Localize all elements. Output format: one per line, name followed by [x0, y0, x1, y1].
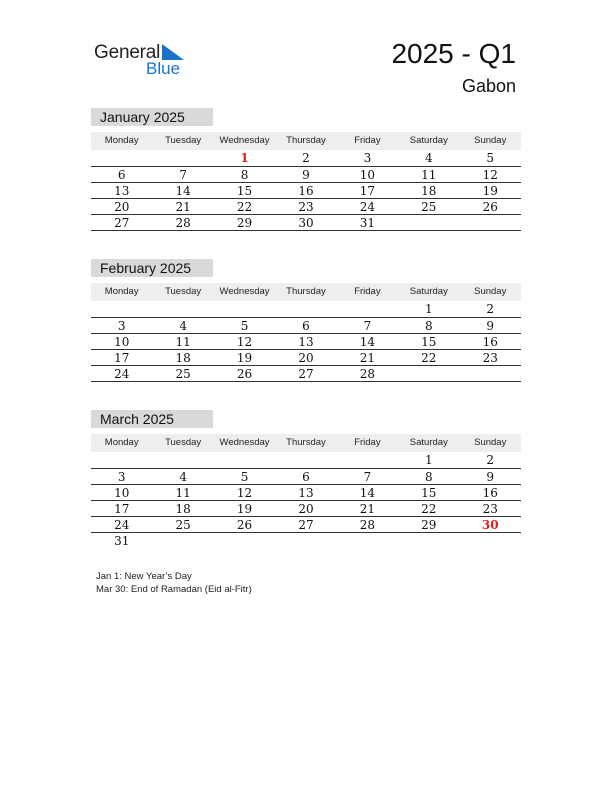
- day-cell: 16: [482, 335, 498, 349]
- day-cell: [398, 215, 459, 230]
- holiday-note: Jan 1: New Year’s Day: [96, 571, 192, 582]
- day-cell: [91, 452, 152, 468]
- day-cell: [398, 533, 459, 549]
- country-name: Gabon: [461, 76, 516, 96]
- day-cell: 8: [240, 168, 249, 182]
- day-cell: 22: [421, 351, 437, 365]
- weekday-label: Monday: [104, 286, 139, 297]
- day-cell: 7: [363, 470, 372, 484]
- day-cell: 3: [117, 319, 126, 333]
- day-cell: 24: [359, 200, 376, 214]
- day-cell: 21: [359, 502, 376, 516]
- weekday-label: Tuesday: [165, 135, 202, 146]
- weekday-label: Thursday: [286, 437, 326, 448]
- day-cell: 11: [421, 168, 437, 182]
- week-row: [91, 334, 521, 350]
- weekday-label: Thursday: [286, 286, 326, 297]
- day-cell: 26: [236, 367, 253, 381]
- day-cell: 3: [117, 470, 126, 484]
- week-row: [91, 485, 521, 501]
- day-cell: 18: [175, 502, 191, 516]
- day-cell: 30: [481, 518, 499, 532]
- day-cell: 21: [359, 351, 376, 365]
- day-cell: [214, 452, 275, 468]
- week-row: [91, 517, 521, 533]
- day-cell: 5: [486, 151, 495, 165]
- weekday-label: Tuesday: [165, 437, 202, 448]
- day-cell: 14: [359, 335, 376, 349]
- day-cell: 1: [425, 302, 433, 316]
- day-cell: 15: [421, 486, 437, 500]
- day-cell: [91, 301, 152, 317]
- weekday-label: Sunday: [474, 437, 507, 448]
- holiday-notes: [96, 570, 252, 596]
- logo-general-text: General: [94, 42, 161, 63]
- weekday-label: Friday: [354, 286, 381, 297]
- day-cell: 9: [486, 319, 495, 333]
- day-cell: 10: [114, 486, 130, 500]
- day-cell: 2: [302, 151, 310, 165]
- day-cell: [275, 301, 336, 317]
- day-cell: 16: [482, 486, 498, 500]
- day-cell: [460, 366, 521, 381]
- week-row: [91, 501, 521, 517]
- day-cell: 18: [421, 184, 437, 198]
- weekday-label: Monday: [104, 135, 139, 146]
- day-cell: 3: [363, 151, 372, 165]
- day-cell: 29: [421, 518, 437, 532]
- day-cell: 20: [298, 351, 314, 365]
- day-cell: 10: [114, 335, 130, 349]
- week-row: [91, 469, 521, 485]
- holiday-note: Mar 30: End of Ramadan (Eid al-Fitr): [96, 584, 252, 595]
- day-cell: 25: [175, 367, 191, 381]
- day-cell: 4: [425, 151, 433, 165]
- day-cell: 23: [482, 502, 498, 516]
- week-row: [91, 215, 521, 231]
- week-row: [91, 167, 521, 183]
- day-cell: 30: [298, 216, 314, 230]
- month-weeks: [91, 301, 521, 382]
- day-cell: 26: [236, 518, 253, 532]
- day-cell: 18: [175, 351, 191, 365]
- weekday-label: Wednesday: [219, 135, 270, 146]
- day-cell: 27: [298, 367, 314, 381]
- logo-triangle-icon: [162, 44, 184, 60]
- day-cell: [460, 533, 521, 549]
- weekday-label: Monday: [104, 437, 139, 448]
- day-cell: 31: [359, 216, 376, 230]
- day-cell: 20: [298, 502, 314, 516]
- day-cell: [214, 301, 275, 317]
- day-cell: 19: [236, 351, 253, 365]
- day-cell: 22: [421, 502, 437, 516]
- weekday-label: Friday: [354, 135, 381, 146]
- day-cell: 6: [302, 319, 310, 333]
- day-cell: 5: [240, 319, 249, 333]
- week-row: [91, 366, 521, 382]
- day-cell: [91, 150, 152, 166]
- day-cell: 17: [114, 351, 130, 365]
- day-cell: 26: [482, 200, 498, 214]
- day-cell: 24: [114, 518, 130, 532]
- day-cell: [460, 215, 521, 230]
- day-cell: 19: [236, 502, 253, 516]
- month-label: February 2025: [91, 259, 213, 277]
- logo: [94, 40, 194, 80]
- day-cell: 25: [421, 200, 437, 214]
- day-cell: 27: [114, 216, 130, 230]
- day-cell: 12: [482, 168, 498, 182]
- day-cell: 28: [175, 216, 191, 230]
- day-cell: 13: [298, 335, 314, 349]
- week-row: [91, 533, 521, 549]
- month-weeks: [91, 452, 521, 549]
- page-title: 2025 - Q1: [391, 38, 516, 69]
- weekday-label: Sunday: [474, 135, 507, 146]
- day-cell: 6: [117, 168, 126, 182]
- day-cell: 7: [363, 319, 372, 333]
- day-cell: 22: [236, 200, 253, 214]
- day-cell: 31: [114, 534, 130, 548]
- weekday-label: Wednesday: [219, 286, 270, 297]
- weekday-label: Saturday: [409, 286, 448, 297]
- day-cell: 17: [114, 502, 130, 516]
- day-cell: [337, 452, 398, 468]
- day-cell: 13: [298, 486, 314, 500]
- weekday-label: Saturday: [409, 135, 448, 146]
- week-row: [91, 452, 521, 469]
- day-cell: 17: [359, 184, 376, 198]
- day-cell: 15: [421, 335, 437, 349]
- day-cell: [152, 452, 213, 468]
- day-cell: 5: [240, 470, 249, 484]
- day-cell: 24: [114, 367, 130, 381]
- day-cell: [337, 301, 398, 317]
- day-cell: 28: [359, 518, 376, 532]
- day-cell: [275, 452, 336, 468]
- month-january: [91, 108, 521, 231]
- day-cell: 9: [302, 168, 310, 182]
- weekday-label: Friday: [354, 437, 381, 448]
- day-cell: 21: [175, 200, 191, 214]
- month-label: March 2025: [91, 410, 213, 428]
- month-weeks: [91, 150, 521, 231]
- month-february: [91, 259, 521, 382]
- day-cell: 20: [114, 200, 130, 214]
- day-cell: [214, 533, 275, 549]
- weekday-label: Wednesday: [219, 437, 270, 448]
- day-cell: 9: [486, 470, 495, 484]
- week-row: [91, 183, 521, 199]
- weekday-label: Sunday: [474, 286, 507, 297]
- day-cell: 2: [486, 453, 495, 467]
- day-cell: [152, 301, 213, 317]
- day-cell: 8: [425, 319, 433, 333]
- day-cell: 16: [298, 184, 314, 198]
- day-cell: 11: [175, 486, 191, 500]
- week-row: [91, 199, 521, 215]
- day-cell: 19: [482, 184, 498, 198]
- day-cell: 1: [240, 151, 249, 165]
- day-cell: 4: [179, 470, 187, 484]
- day-cell: 12: [236, 486, 253, 500]
- day-cell: 23: [298, 200, 314, 214]
- day-cell: 15: [236, 184, 253, 198]
- day-cell: 12: [236, 335, 253, 349]
- week-row: [91, 318, 521, 334]
- day-cell: 25: [175, 518, 191, 532]
- day-cell: 11: [175, 335, 191, 349]
- day-cell: [337, 533, 398, 549]
- day-cell: 29: [236, 216, 253, 230]
- day-cell: 8: [425, 470, 433, 484]
- weekday-header: [91, 283, 521, 301]
- day-cell: 14: [359, 486, 376, 500]
- day-cell: [152, 150, 213, 166]
- weekday-label: Tuesday: [165, 286, 202, 297]
- weekday-header: [91, 132, 521, 150]
- day-cell: 23: [482, 351, 498, 365]
- week-row: [91, 301, 521, 318]
- day-cell: 1: [425, 453, 433, 467]
- weekday-label: Thursday: [286, 135, 326, 146]
- day-cell: [152, 533, 213, 549]
- month-march: [91, 410, 521, 549]
- day-cell: 2: [486, 302, 495, 316]
- logo-blue-text: Blue: [146, 59, 181, 78]
- day-cell: 14: [175, 184, 191, 198]
- day-cell: 7: [179, 168, 187, 182]
- weekday-header: [91, 434, 521, 452]
- weekday-label: Saturday: [409, 437, 448, 448]
- day-cell: 13: [114, 184, 130, 198]
- month-label: January 2025: [91, 108, 213, 126]
- day-cell: 10: [359, 168, 376, 182]
- day-cell: [275, 533, 336, 549]
- day-cell: 28: [359, 367, 376, 381]
- day-cell: [398, 366, 459, 381]
- day-cell: 6: [302, 470, 310, 484]
- day-cell: 27: [298, 518, 314, 532]
- day-cell: 4: [179, 319, 187, 333]
- week-row: [91, 350, 521, 366]
- week-row: [91, 150, 521, 167]
